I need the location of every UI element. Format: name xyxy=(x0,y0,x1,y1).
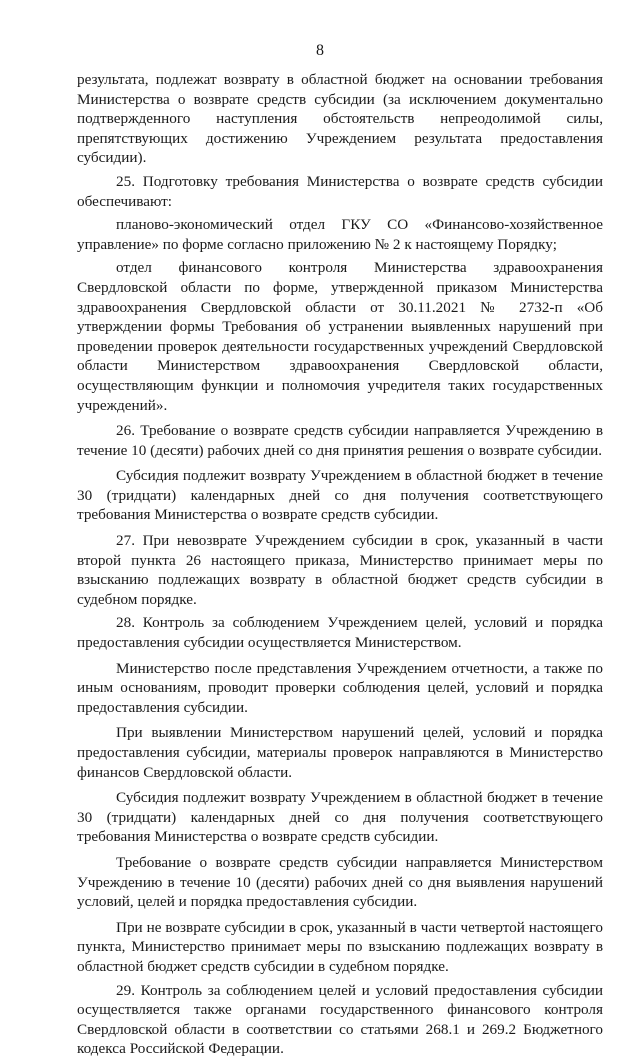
document-body xyxy=(77,70,603,1063)
paragraph-12: Требование о возврате средств субсидии направляется Министерством Учреждению в течение 10 (десяти) рабочих дней со дня выявления нарушений условий, целей и порядка предоставления субсидии. xyxy=(77,853,603,911)
page-number: 8 xyxy=(316,42,324,59)
paragraph-14: 29. Контроль за соблюдением целей и условий предоставления субсидии осуществляется также органами государственного финансового контроля Свердловской области в соответствии со статьями 268.1 и 269.2 Бюджетного кодекса Российской Федерации. xyxy=(77,981,603,1058)
paragraph-8: 28. Контроль за соблюдением Учреждением целей, условий и порядка предоставления субсидии осуществляется Министерством. xyxy=(77,614,603,652)
paragraph-13: При не возврате субсидии в срок, указанный в части четвертой настоящего пункта, Министерство принимает меры по взысканию подлежащих возврату в областной бюджет средств субсидии в судебном порядке. xyxy=(77,918,603,975)
paragraph-10: При выявлении Министерством нарушений целей, условий и порядка предоставления субсидии, материалы проверок направляются в Министерство финансов Свердловской области. xyxy=(77,724,603,781)
paragraph-6: Субсидия подлежит возврату Учреждением в областной бюджет в течение 30 (тридцати) календарных дней со дня получения соответствующего требования Министерства о возврате средств субсидии. xyxy=(77,467,603,524)
paragraph-1: результата, подлежат возврату в областной бюджет на основании требования Министерства о возврате средств субсидии (за исключением документально подтвержденного наступления обстоятельств непреодолимой силы, препятствующих достижению Учреждением результата предоставления субсидии). xyxy=(77,71,603,167)
paragraph-2: 25. Подготовку требования Министерства о возврате средств субсидии обеспечивают: xyxy=(77,172,603,210)
paragraph-11: Субсидия подлежит возврату Учреждением в областной бюджет в течение 30 (тридцати) календарных дней со дня получения соответствующего требования Министерства о возврате средств субсидии. xyxy=(77,789,603,846)
paragraph-7: 27. При невозврате Учреждением субсидии в срок, указанный в части второй пункта 26 настоящего приказа, Министерство принимает меры по взысканию подлежащих возврату в областной бюджет средств субсидии в судебном порядке. xyxy=(77,532,603,608)
paragraph-5: 26. Требование о возврате средств субсидии направляется Учреждению в течение 10 (десяти) рабочих дней со дня принятия решения о возврате субсидии. xyxy=(77,422,603,459)
paragraph-3: планово-экономический отдел ГКУ СО «Финансово-хозяйственное управление» по форме согласно приложению № 2 к настоящему Порядку; xyxy=(77,216,603,253)
paragraph-9: Министерство после представления Учреждением отчетности, а также по иным основаниям, проводит проверки соблюдения целей, условий и порядка предоставления субсидии. xyxy=(77,659,603,716)
paragraph-4: отдел финансового контроля Министерства здравоохранения Свердловской области по форме, утвержденной приказом Министерства здравоохранения Свердловской области от 30.11.2021 № 2732-п «Об утверждении формы Требования об устранении выявленных нарушений при проведении проверок деятельности государственных учреждений Свердловской области Министерством здравоохранения Свердловской области, осуществляющим функции и полномочия учредителя таких государственных учреждений». xyxy=(77,259,603,414)
